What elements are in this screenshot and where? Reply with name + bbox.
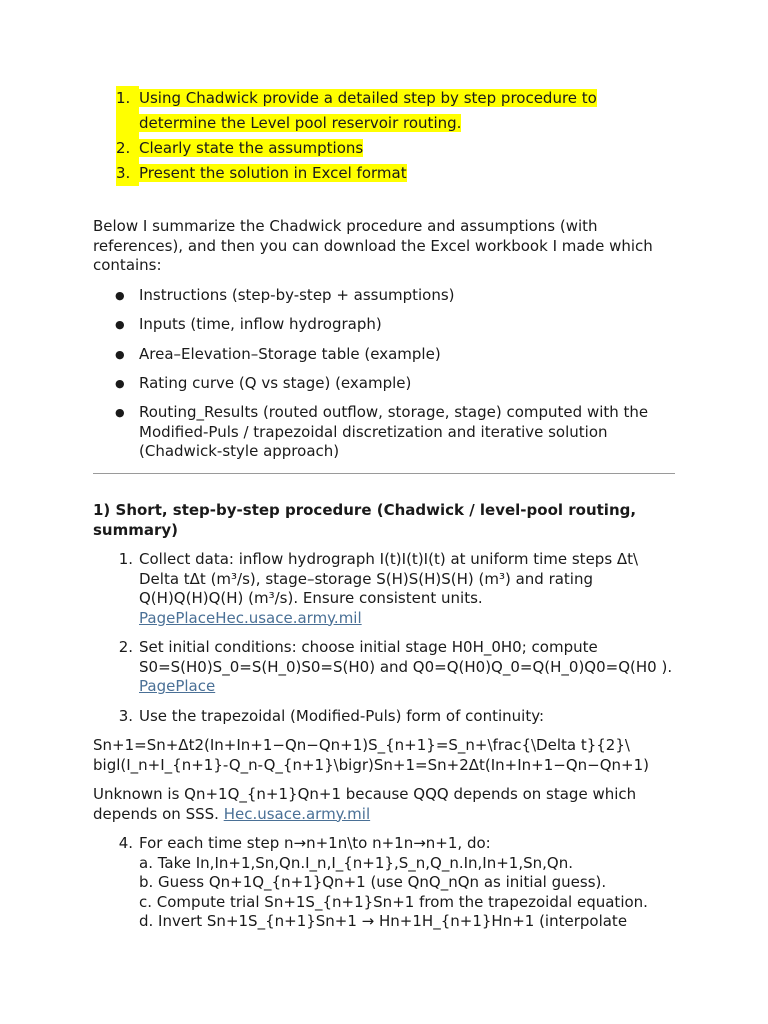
task-text: Using Chadwick provide a detailed step by step procedure to determine the Level pool reservoir routing.: [139, 89, 597, 132]
task-number: 1.: [116, 86, 139, 136]
horizontal-divider: [93, 473, 675, 474]
task-number: 3.: [116, 161, 139, 186]
bullet-icon: ●: [115, 406, 125, 419]
bullet-text: Instructions (step-by-step + assumptions): [139, 286, 455, 304]
bullet-icon: ●: [115, 318, 125, 332]
bullet-text: Inputs (time, inflow hydrograph): [139, 315, 382, 334]
contents-bullet-list: [93, 286, 678, 471]
step-text: Set initial conditions: choose initial stage H0H_0H0; compute S0=S(H0)S_0=S(H_0)S0=S(H0) and Q0=Q(H0)Q_0=Q(H_0)Q0=Q(H0 ).: [139, 638, 673, 676]
procedure-step-1: [93, 550, 678, 628]
reference-link[interactable]: PagePlaceHec.usace.army.mil: [139, 608, 362, 627]
bullet-item: [93, 403, 678, 462]
reference-link[interactable]: PagePlace: [139, 677, 216, 695]
task-item: [116, 86, 676, 136]
task-list: [116, 86, 676, 186]
task-text: Present the solution in Excel format: [139, 164, 407, 182]
procedure-step-2: [93, 638, 678, 697]
task-item: [116, 136, 676, 161]
bullet-icon: ●: [115, 347, 125, 361]
reference-link[interactable]: Hec.usace.army.mil: [223, 804, 371, 823]
substep-text: c. Compute trial Sn+1S_{n+1}Sn+1 from the trapezoidal equation.: [139, 892, 648, 911]
substep-text: a. Take In,In+1,Sn,Qn.I_n,I_{n+1},S_n,Q_n.In,In+1,Sn,Qn.: [139, 853, 573, 872]
section-heading: 1) Short, step-by-step procedure (Chadwick / level-pool routing, summary): [93, 501, 637, 539]
unknown-text: Unknown is Qn+1Q_{n+1}Qn+1 because QQQ depends on stage which depends on SSS.: [93, 785, 637, 823]
bullet-item: [93, 374, 678, 394]
step-text: For each time step n→n+1n\to n+1n→n+1, do:: [139, 834, 491, 852]
procedure-step-3: [93, 707, 678, 727]
step-number: 2.: [118, 638, 133, 656]
substep-text: b. Guess Qn+1Q_{n+1}Qn+1 (use QnQ_nQn as initial guess).: [139, 873, 607, 891]
task-item: [116, 161, 676, 186]
intro-paragraph: Below I summarize the Chadwick procedure and assumptions (with references), and then you can download the Excel workbook I made which contains:: [93, 217, 653, 274]
bullet-item: [93, 345, 678, 365]
step-text: Use the trapezoidal (Modified-Puls) form of continuity:: [139, 707, 545, 725]
step-number: 3.: [118, 707, 133, 725]
task-text: Clearly state the assumptions: [139, 139, 364, 157]
bullet-item: [93, 286, 678, 306]
bullet-icon: ●: [115, 376, 125, 390]
step-number: 4.: [118, 834, 133, 852]
step-number: 1.: [118, 550, 133, 568]
bullet-item: [93, 315, 678, 335]
substep-text: d. Invert Sn+1S_{n+1}Sn+1 → Hn+1H_{n+1}Hn+1 (interpolate: [139, 912, 628, 930]
bullet-text: Routing_Results (routed outflow, storage, stage) computed with the Modified-Puls / trapezoidal discretization and iterative solution (Chadwick-style approach): [139, 403, 649, 460]
bullet-text: Area–Elevation–Storage table (example): [139, 344, 441, 363]
step-text: Collect data: inflow hydrograph I(t)I(t)I(t) at uniform time steps Δt\ Delta tΔt (m³/s), stage–storage S(H)S(H)S(H) (m³) and rating Q(H)Q(H)Q(H) (m³/s). Ensure consistent units.: [139, 550, 639, 607]
equation-text: Sn+1=Sn+Δt2(In+In+1−Qn−Qn+1)S_{n+1}=S_n+\frac{\Delta t}{2}\ bigl(I_n+I_{n+1}-Q_n-Q_{n+1}\bigr)Sn+1=Sn+2Δt(In+In+1−Qn−Qn+1): [93, 736, 650, 774]
procedure-step-4: [93, 834, 678, 932]
task-number: 2.: [116, 136, 139, 161]
unknown-paragraph: [93, 785, 678, 824]
bullet-icon: ●: [115, 289, 125, 302]
bullet-text: Rating curve (Q vs stage) (example): [139, 373, 412, 392]
